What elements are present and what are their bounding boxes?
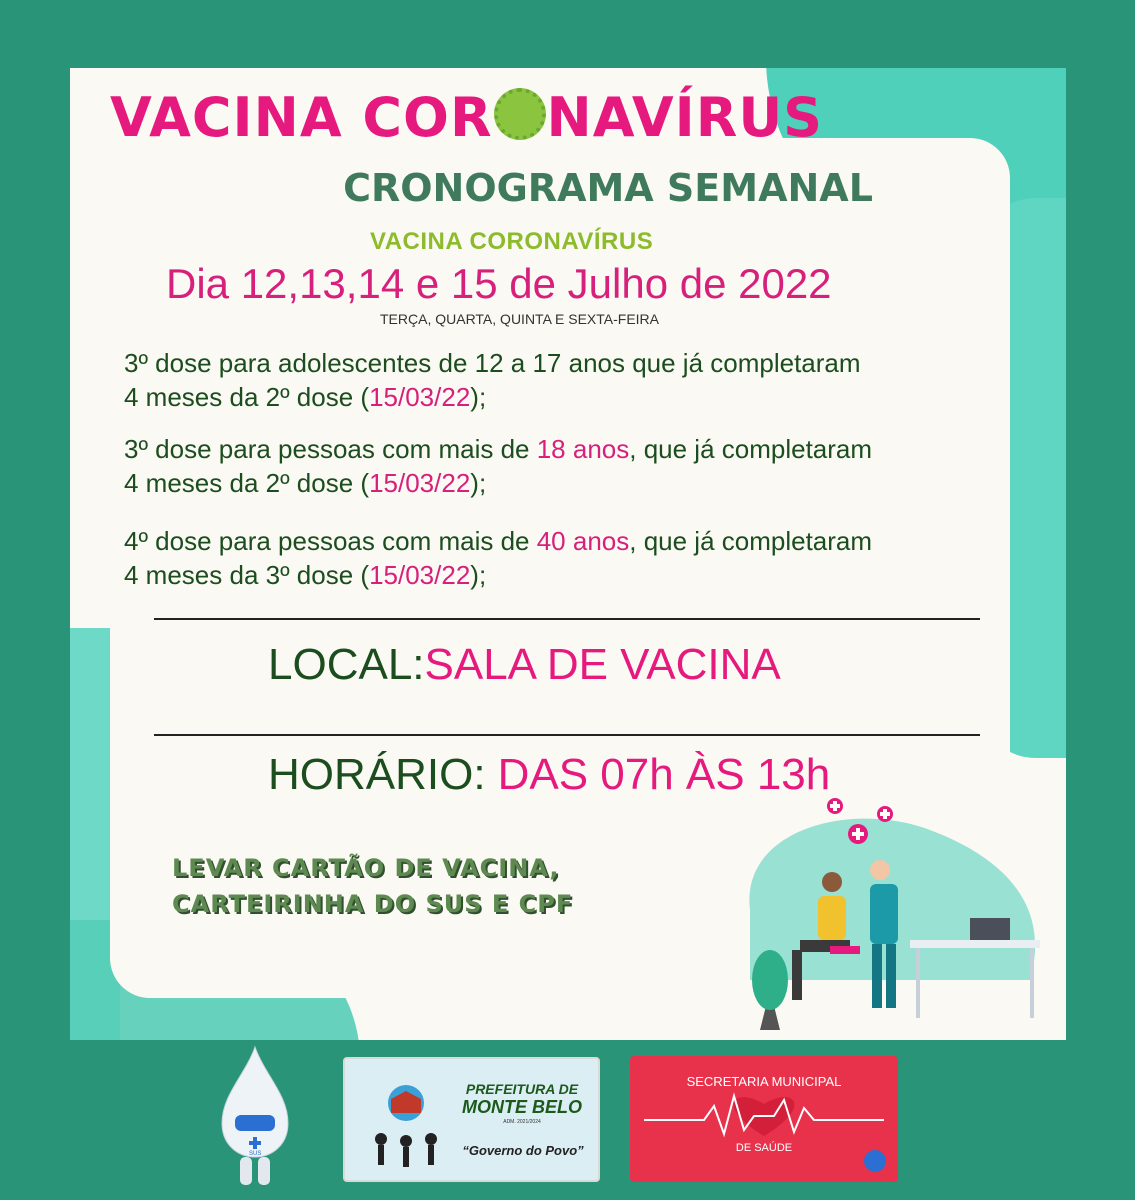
dose-text: 3º dose para adolescentes de 12 a 17 anos que já completaram (124, 348, 861, 378)
dates: Dia 12,13,14 e 15 de Julho de 2022 (166, 260, 832, 307)
dose-list (124, 346, 1024, 606)
dose-text: , que já completaram (629, 526, 873, 556)
subtitle: CRONOGRAMA SEMANAL (343, 166, 873, 210)
plant-leaves (752, 950, 788, 1010)
heartbeat-icon (644, 1086, 884, 1146)
table (910, 940, 1040, 948)
title-part-1: VACINA COR (110, 86, 493, 149)
dose-text: 4 meses da 2º dose ( (124, 382, 370, 412)
prefeitura-line: MONTE BELO (462, 1097, 582, 1117)
dose-text: 4º dose para pessoas com mais de (124, 526, 537, 556)
medical-cross-icon (877, 806, 893, 822)
secretaria-line: DE SAÚDE (735, 1142, 793, 1154)
vaccine-label: VACINA CORONAVÍRUS (370, 228, 654, 255)
requirements-line: CARTEIRINHA DO SUS E CPF (172, 890, 574, 918)
dose-age: 40 anos (536, 526, 630, 556)
dose-date: 15/03/22 (369, 560, 471, 590)
poster (70, 68, 1066, 1040)
secretaria-logo (630, 1056, 898, 1182)
chair-seat (830, 946, 860, 954)
title-part-2: NAVÍRUS (546, 86, 824, 149)
table-leg (916, 948, 920, 1018)
requirements-note (172, 850, 573, 922)
dose-text: 4 meses da 3º dose ( (124, 560, 370, 590)
dose-text: , que já completaram (629, 434, 873, 464)
secretaria-line: SECRETARIA MUNICIPAL (686, 1074, 842, 1089)
dose-item (124, 524, 1024, 592)
table-leg (1030, 948, 1034, 1018)
dose-date: 15/03/22 (369, 468, 471, 498)
sus-mascot (210, 1045, 300, 1190)
dose-item (124, 346, 1024, 414)
dose-date: 15/03/22 (369, 382, 471, 412)
dose-item (124, 432, 1024, 500)
horario-value: DAS 07h ÀS 13h (497, 750, 831, 799)
horario-label: HORÁRIO: (268, 750, 486, 799)
dose-text: 4 meses da 2º dose ( (124, 468, 370, 498)
vaccination-illustration (730, 790, 1060, 1040)
weekdays: TERÇA, QUARTA, QUINTA E SEXTA-FEIRA (380, 311, 660, 327)
dose-text: ); (470, 560, 487, 590)
local-line (268, 640, 781, 690)
medical-cross-icon (848, 824, 868, 844)
requirements-line: LEVAR CARTÃO DE VACINA, (172, 854, 560, 882)
dose-text: ); (470, 382, 487, 412)
dose-age: 18 anos (536, 434, 630, 464)
mask (235, 1115, 275, 1131)
laptop (970, 918, 1010, 940)
sus-label: SUS (249, 1151, 262, 1157)
divider (154, 618, 980, 620)
virus-icon (494, 88, 546, 140)
page-title (110, 86, 823, 149)
dose-text: 3º dose para pessoas com mais de (124, 434, 537, 464)
coat-of-arms-icon (361, 1079, 451, 1169)
seal-icon (864, 1150, 886, 1172)
dose-text: ); (470, 468, 487, 498)
prefeitura-slogan: “Governo do Povo” (462, 1143, 584, 1158)
prefeitura-line: PREFEITURA DE (465, 1081, 579, 1097)
medical-cross-icon (827, 798, 843, 814)
local-label: LOCAL: (268, 640, 425, 689)
divider (154, 734, 980, 736)
prefeitura-logo (343, 1057, 600, 1182)
prefeitura-adm: ADM. 2021/2024 (503, 1119, 541, 1125)
prefeitura-title (457, 1081, 587, 1117)
local-value: SALA DE VACINA (424, 640, 781, 689)
